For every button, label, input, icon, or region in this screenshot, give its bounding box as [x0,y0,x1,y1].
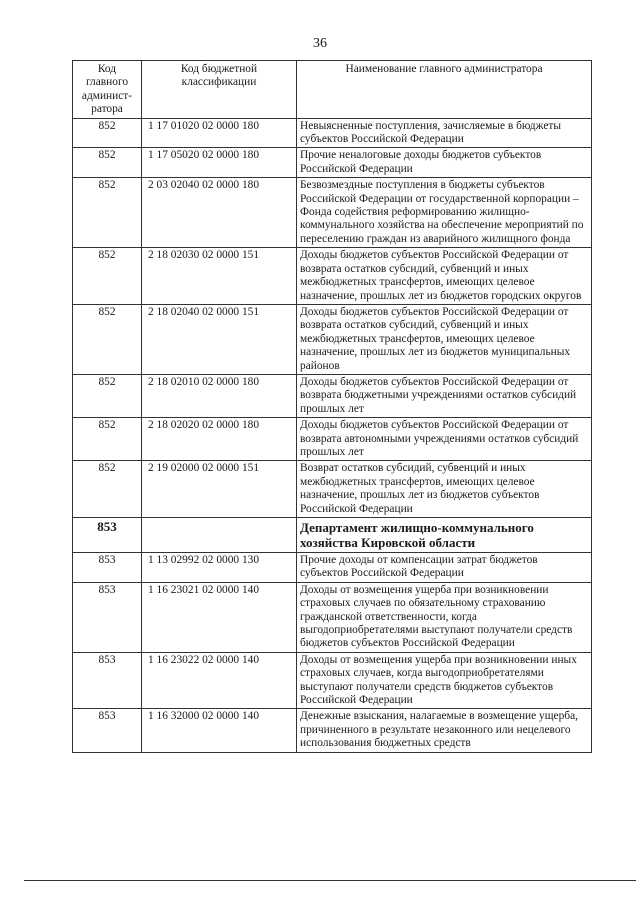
table-row [73,418,592,461]
kbk-cell: 2 18 02040 02 0000 151 [142,304,297,374]
page-number: 36 [313,36,327,51]
name-cell: Прочие неналоговые доходы бюджетов субъектов Российской Федерации [297,148,592,178]
table-row [73,148,592,178]
name-cell: Доходы от возмещения ущерба при возникновении страховых случаев по обязательному страхованию гражданской ответственности, когда выгодоприобретателями выступают получатели средств бюджетов субъектов Российской Федерации [297,582,592,652]
admin-code-cell: 852 [73,118,142,148]
department-row [73,518,592,553]
admin-code-cell: 852 [73,374,142,417]
name-cell: Доходы бюджетов субъектов Российской Федерации от возврата бюджетными учреждениями остатков субсидий прошлых лет [297,374,592,417]
admin-code-cell: 852 [73,248,142,305]
admin-code-cell: 853 [73,582,142,652]
admin-code-cell: 853 [73,709,142,752]
kbk-cell: 1 13 02992 02 0000 130 [142,553,297,583]
table-row [73,374,592,417]
kbk-cell: 2 18 02010 02 0000 180 [142,374,297,417]
kbk-cell: 2 18 02020 02 0000 180 [142,418,297,461]
kbk-cell: 1 17 05020 02 0000 180 [142,148,297,178]
header-kbk: Код бюджетной классификации [142,61,297,119]
kbk-cell: 1 16 23022 02 0000 140 [142,652,297,709]
admin-code-cell: 852 [73,461,142,518]
name-cell: Невыясненные поступления, зачисляемые в бюджеты субъектов Российской Федерации [297,118,592,148]
name-cell: Доходы бюджетов субъектов Российской Федерации от возврата остатков субсидий, субвенций и иных межбюджетных трансфертов, имеющих целевое назначение, прошлых лет из бюджетов муниципальных районов [297,304,592,374]
kbk-cell: 2 19 02000 02 0000 151 [142,461,297,518]
table-row [73,304,592,374]
bottom-rule [24,880,636,881]
admin-code-cell: 852 [73,418,142,461]
kbk-cell: 2 18 02030 02 0000 151 [142,248,297,305]
table-header-row [73,61,592,119]
table-row [73,248,592,305]
table-row [73,553,592,583]
name-cell: Доходы бюджетов субъектов Российской Федерации от возврата автономными учреждениями остатков субсидий прошлых лет [297,418,592,461]
name-cell: Денежные взыскания, налагаемые в возмещение ущерба, причиненного в результате незаконного или нецелевого использования бюджетных средств [297,709,592,752]
admin-code-cell: 853 [73,652,142,709]
table-row [73,118,592,148]
budget-admin-table [72,60,592,753]
table-row [73,582,592,652]
table-row [73,461,592,518]
table-row [73,178,592,248]
department-name-cell: Департамент жилищно-коммунального хозяйства Кировской области [297,518,592,553]
name-cell: Прочие доходы от компенсации затрат бюджетов субъектов Российской Федерации [297,553,592,583]
header-admin-name: Наименование главного администратора [297,61,592,119]
kbk-cell: 1 16 32000 02 0000 140 [142,709,297,752]
department-code-cell: 853 [73,518,142,553]
table-row [73,652,592,709]
admin-code-cell: 852 [73,178,142,248]
department-kbk-cell [142,518,297,553]
admin-code-cell: 853 [73,553,142,583]
admin-code-cell: 852 [73,148,142,178]
kbk-cell: 2 03 02040 02 0000 180 [142,178,297,248]
name-cell: Доходы бюджетов субъектов Российской Федерации от возврата остатков субсидий, субвенций и иных межбюджетных трансфертов, имеющих целевое назначение, прошлых лет из бюджетов городских округов [297,248,592,305]
header-admin-code: Код главного админист-ратора [73,61,142,119]
name-cell: Возврат остатков субсидий, субвенций и иных межбюджетных трансфертов, имеющих целевое назначение, прошлых лет из бюджетов субъектов Российской Федерации [297,461,592,518]
kbk-cell: 1 16 23021 02 0000 140 [142,582,297,652]
name-cell: Безвозмездные поступления в бюджеты субъектов Российской Федерации от государственной корпорации – Фонда содействия реформированию жилищно-коммунального хозяйства на обеспечение мероприятий по переселению граждан из аварийного жилищного фонда [297,178,592,248]
admin-code-cell: 852 [73,304,142,374]
table-row [73,709,592,752]
name-cell: Доходы от возмещения ущерба при возникновении иных страховых случаев, когда выгодоприобретателями выступают получатели средств бюджетов субъектов Российской Федерации [297,652,592,709]
kbk-cell: 1 17 01020 02 0000 180 [142,118,297,148]
